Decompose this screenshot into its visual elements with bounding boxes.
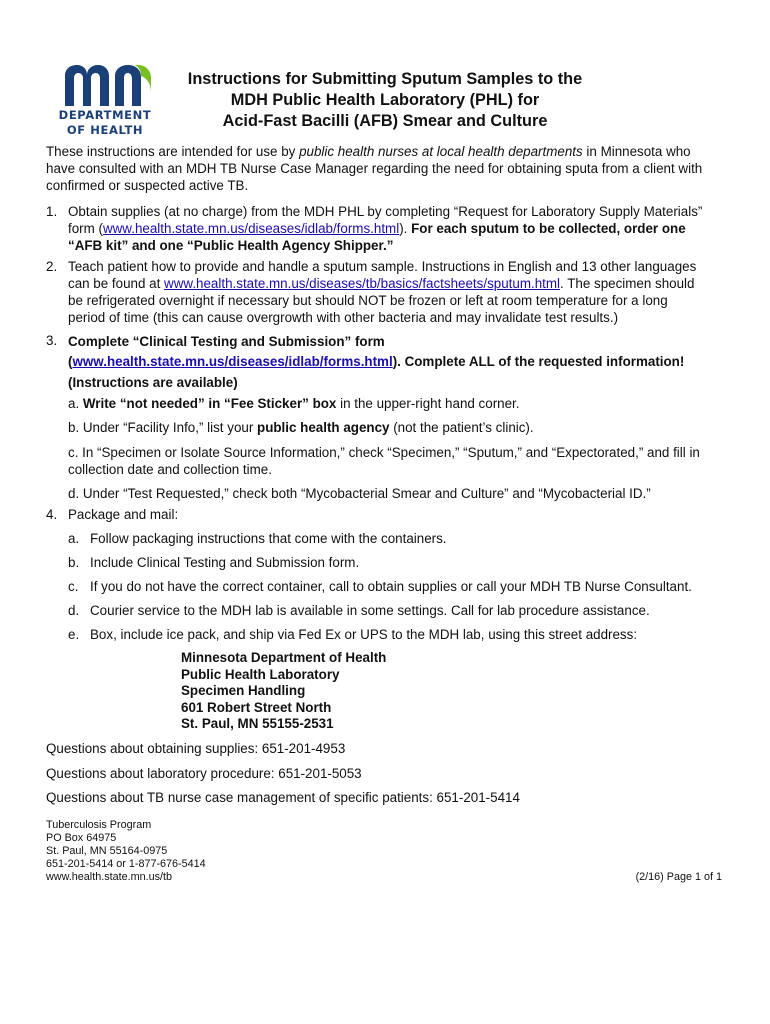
intro-text-2: in Minnesota who [582,144,691,159]
mailing-address [181,650,386,733]
step-2-text: can be found at [68,276,165,291]
step-3d: d. Under “Test Requested,” check both “Mycobacterial Smear and Culture” and “Mycobacterial ID.” [68,486,651,501]
list-item-letter: c. [68,579,79,594]
step-1-line-3: “AFB kit” and one “Public Health Agency Shipper.” [68,238,394,253]
list-item-letter: b. [68,555,80,570]
step-3a-text: in the upper-right hand corner. [336,396,520,411]
step-2-line-4: period of time (this can cause overgrowth with other bacteria and may invalidate test results.) [68,310,619,325]
list-item [68,602,692,626]
list-item-text: Courier service to the MDH lab is available in some settings. Call for lab procedure assistance. [90,603,650,618]
logo-text [53,108,157,137]
step-4-list [68,530,692,650]
logo-line-of-health: OF HEALTH [66,122,144,137]
step-3b-bold: public health agency [257,420,390,435]
question-supplies: Questions about obtaining supplies: 651-201-4953 [46,741,346,756]
step-2-text-2: . The specimen should [560,276,695,291]
address-line: Public Health Laboratory [181,666,340,682]
sputum-factsheet-link[interactable]: www.health.state.mn.us/diseases/tb/basics/factsheets/sputum.html [164,276,560,291]
step-1-number: 1. [46,204,58,219]
intro-paragraph [46,143,736,194]
step-3-heading: Complete “Clinical Testing and Submission” form [68,334,385,349]
intro-text-1: These instructions are intended for use by [46,144,300,159]
list-item-letter: a. [68,531,80,546]
step-1-text: form ( [68,221,103,236]
clinical-forms-link[interactable]: www.health.state.mn.us/diseases/idlab/forms.html [72,354,393,369]
step-3 [68,332,700,502]
document-title [160,69,610,132]
list-item-text: If you do not have the correct container, call to obtain supplies or call your MDH TB Nurse Consultant. [90,579,692,594]
step-2-line-1: Teach patient how to provide and handle a sputum sample. Instructions in English and 13 other languages [68,259,697,274]
step-3b-text: b. Under “Facility Info,” list your [68,420,258,435]
forms-link[interactable]: www.health.state.mn.us/diseases/idlab/forms.html [102,221,400,236]
step-3a-bold: Write “not needed” in “Fee Sticker” box [82,396,337,411]
footer-line: PO Box 64975 [46,832,117,844]
step-1-bold: For each sputum to be collected, order one [411,221,686,236]
address-line: Minnesota Department of Health [181,650,387,665]
list-item-letter: d. [68,603,80,618]
step-3b-text-2: (not the patient’s clinic). [389,420,534,435]
step-1-text-2: ). [399,221,412,236]
footer-line: 651-201-5414 or 1-877-676-5414 [46,858,206,870]
step-3c-line-1: c. In “Specimen or Isolate Source Information,” check “Specimen,” “Sputum,” and “Expectorated,” and fill in [68,445,700,460]
intro-line-3: confirmed or suspected active TB. [46,178,249,193]
step-1 [68,203,702,254]
list-item [68,554,692,578]
step-2-line-3: be refrigerated overnight if necessary but should NOT be frozen or left at room temperature for a long [68,293,668,308]
list-item-text: Follow packaging instructions that come with the containers. [90,531,447,546]
address-line: 601 Robert Street North [181,699,332,715]
list-item-text: Box, include ice pack, and ship via Fed Ex or UPS to the MDH lab, using this street address: [90,627,638,642]
list-item-text: Include Clinical Testing and Submission form. [90,555,360,570]
step-3a-letter: a. [68,396,83,411]
mn-logo-icon [61,62,165,108]
page-number: (2/16) Page 1 of 1 [635,871,722,883]
step-3c-line-2: collection date and collection time. [68,462,272,477]
step-4 [68,506,178,523]
address-line: Specimen Handling [181,683,306,698]
step-3-instructions: (Instructions are available) [68,375,238,390]
list-item [68,626,692,650]
question-case-management: Questions about TB nurse case management of specific patients: 651-201-5414 [46,790,520,805]
footer-line: Tuberculosis Program [46,819,152,831]
list-item-letter: e. [68,627,80,642]
step-3-number: 3. [46,333,58,348]
title-line-1: Instructions for Submitting Sputum Samples to the [187,70,583,88]
step-4-heading: Package and mail: [68,507,179,522]
footer-line: St. Paul, MN 55164-0975 [46,845,168,857]
intro-italic: public health nurses at local health departments [299,144,583,159]
address-line: St. Paul, MN 55155-2531 [181,716,334,731]
logo-line-department: DEPARTMENT [58,108,152,122]
step-2 [68,258,696,326]
title-line-3: Acid-Fast Bacilli (AFB) Smear and Culture [222,112,548,130]
title-line-2: MDH Public Health Laboratory (PHL) for [230,91,540,109]
list-item [68,578,692,602]
intro-line-2: have consulted with an MDH TB Nurse Case Manager regarding the need for obtaining sputa from a client with [46,161,703,176]
step-2-number: 2. [46,259,58,274]
footer-url: www.health.state.mn.us/tb [46,871,173,883]
step-4-number: 4. [46,507,58,522]
question-lab-procedure: Questions about laboratory procedure: 651-201-5053 [46,766,362,781]
step-3-text: ). Complete ALL of the requested information! [392,354,685,369]
step-1-line-1: Obtain supplies (at no charge) from the MDH PHL by completing “Request for Laboratory Supply Materials” [68,204,703,219]
list-item [68,530,692,554]
footer-contact [46,819,206,884]
step-3-paren: ( [68,354,73,369]
